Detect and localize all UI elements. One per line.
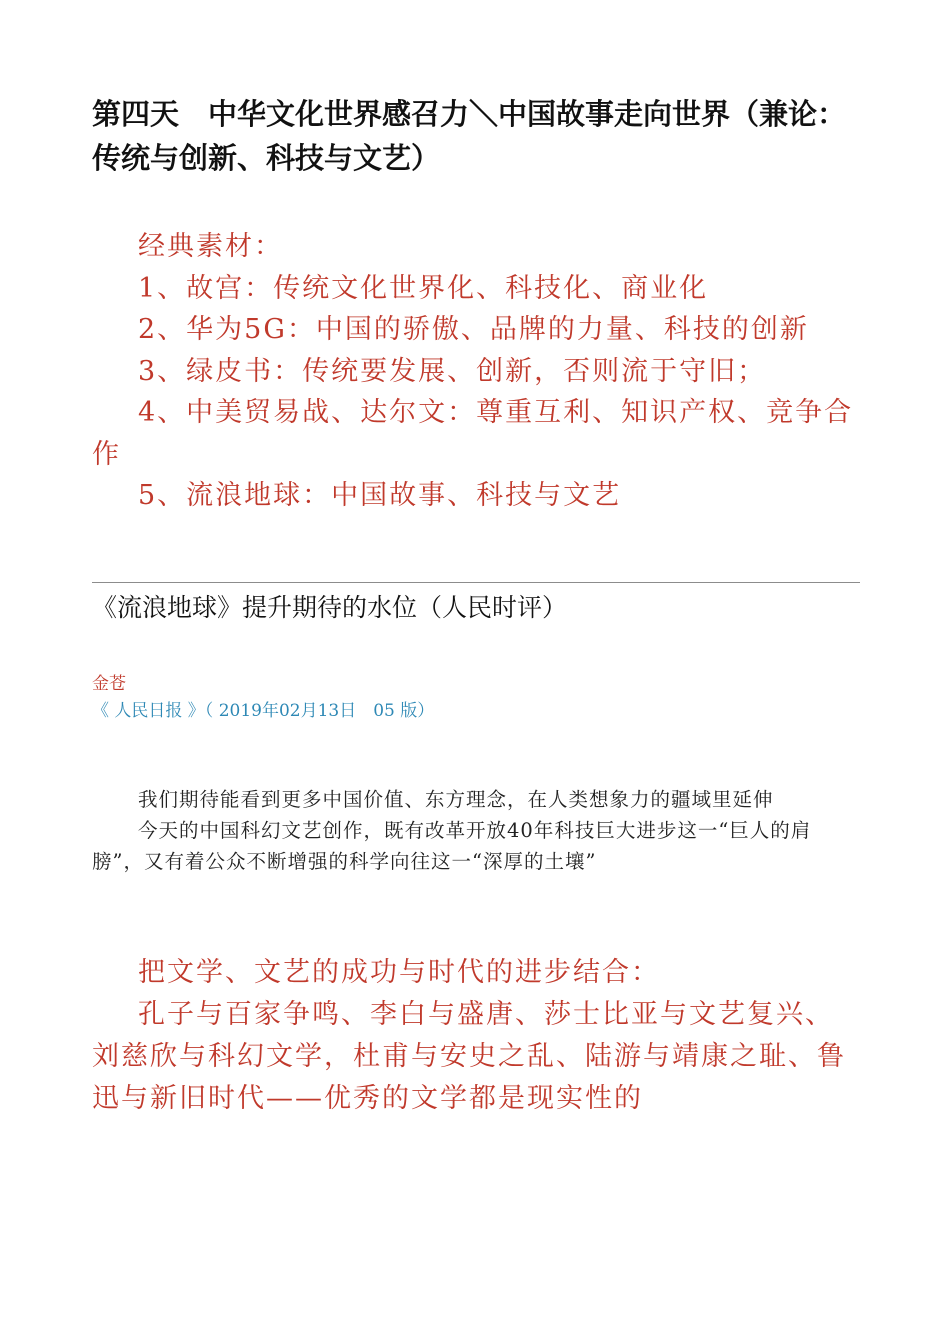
material-item: 5、流浪地球：中国故事、科技与文艺 bbox=[138, 480, 622, 511]
material-heading: 经典素材： bbox=[138, 231, 283, 262]
article-title: 《流浪地球》提升期待的水位（人民时评） bbox=[92, 593, 568, 622]
article-source: 《 人民日报 》（ 2019年02月13日 05 版） bbox=[92, 701, 435, 721]
article-paragraph: 今天的中国科幻文艺创作，既有改革开放40年科技巨大进步这一“巨人的肩膀”，又有着公众不断增强的科学向往这一“深厚的土壤” bbox=[92, 819, 812, 873]
article-body bbox=[92, 784, 860, 877]
conclusion-section bbox=[92, 952, 860, 1120]
article-paragraph: 我们期待能看到更多中国价值、东方理念，在人类想象力的疆域里延伸 bbox=[138, 788, 774, 811]
classic-material-section bbox=[92, 226, 860, 517]
material-item: 1、故宫：传统文化世界化、科技化、商业化 bbox=[138, 272, 709, 304]
document-title: 第四天 中华文化世界感召力＼中国故事走向世界（兼论：传统与创新、科技与文艺） bbox=[92, 97, 847, 175]
material-item: 3、绿皮书：传统要发展、创新，否则流于守旧； bbox=[138, 355, 767, 387]
material-item: 2、华为5G：中国的骄傲、品牌的力量、科技的创新 bbox=[138, 314, 809, 345]
article-author: 金苍 bbox=[92, 674, 126, 694]
section-divider bbox=[92, 582, 860, 583]
conclusion-text: 孔子与百家争鸣、李白与盛唐、莎士比亚与文艺复兴、刘慈欣与科幻文学，杜甫与安史之乱、陆游与靖康之耻、鲁迅与新旧时代——优秀的文学都是现实性的 bbox=[92, 999, 846, 1114]
material-item: 4、中美贸易战、达尔文：尊重互利、知识产权、竞争合作 bbox=[92, 397, 854, 470]
conclusion-heading: 把文学、文艺的成功与时代的进步结合： bbox=[138, 957, 660, 988]
